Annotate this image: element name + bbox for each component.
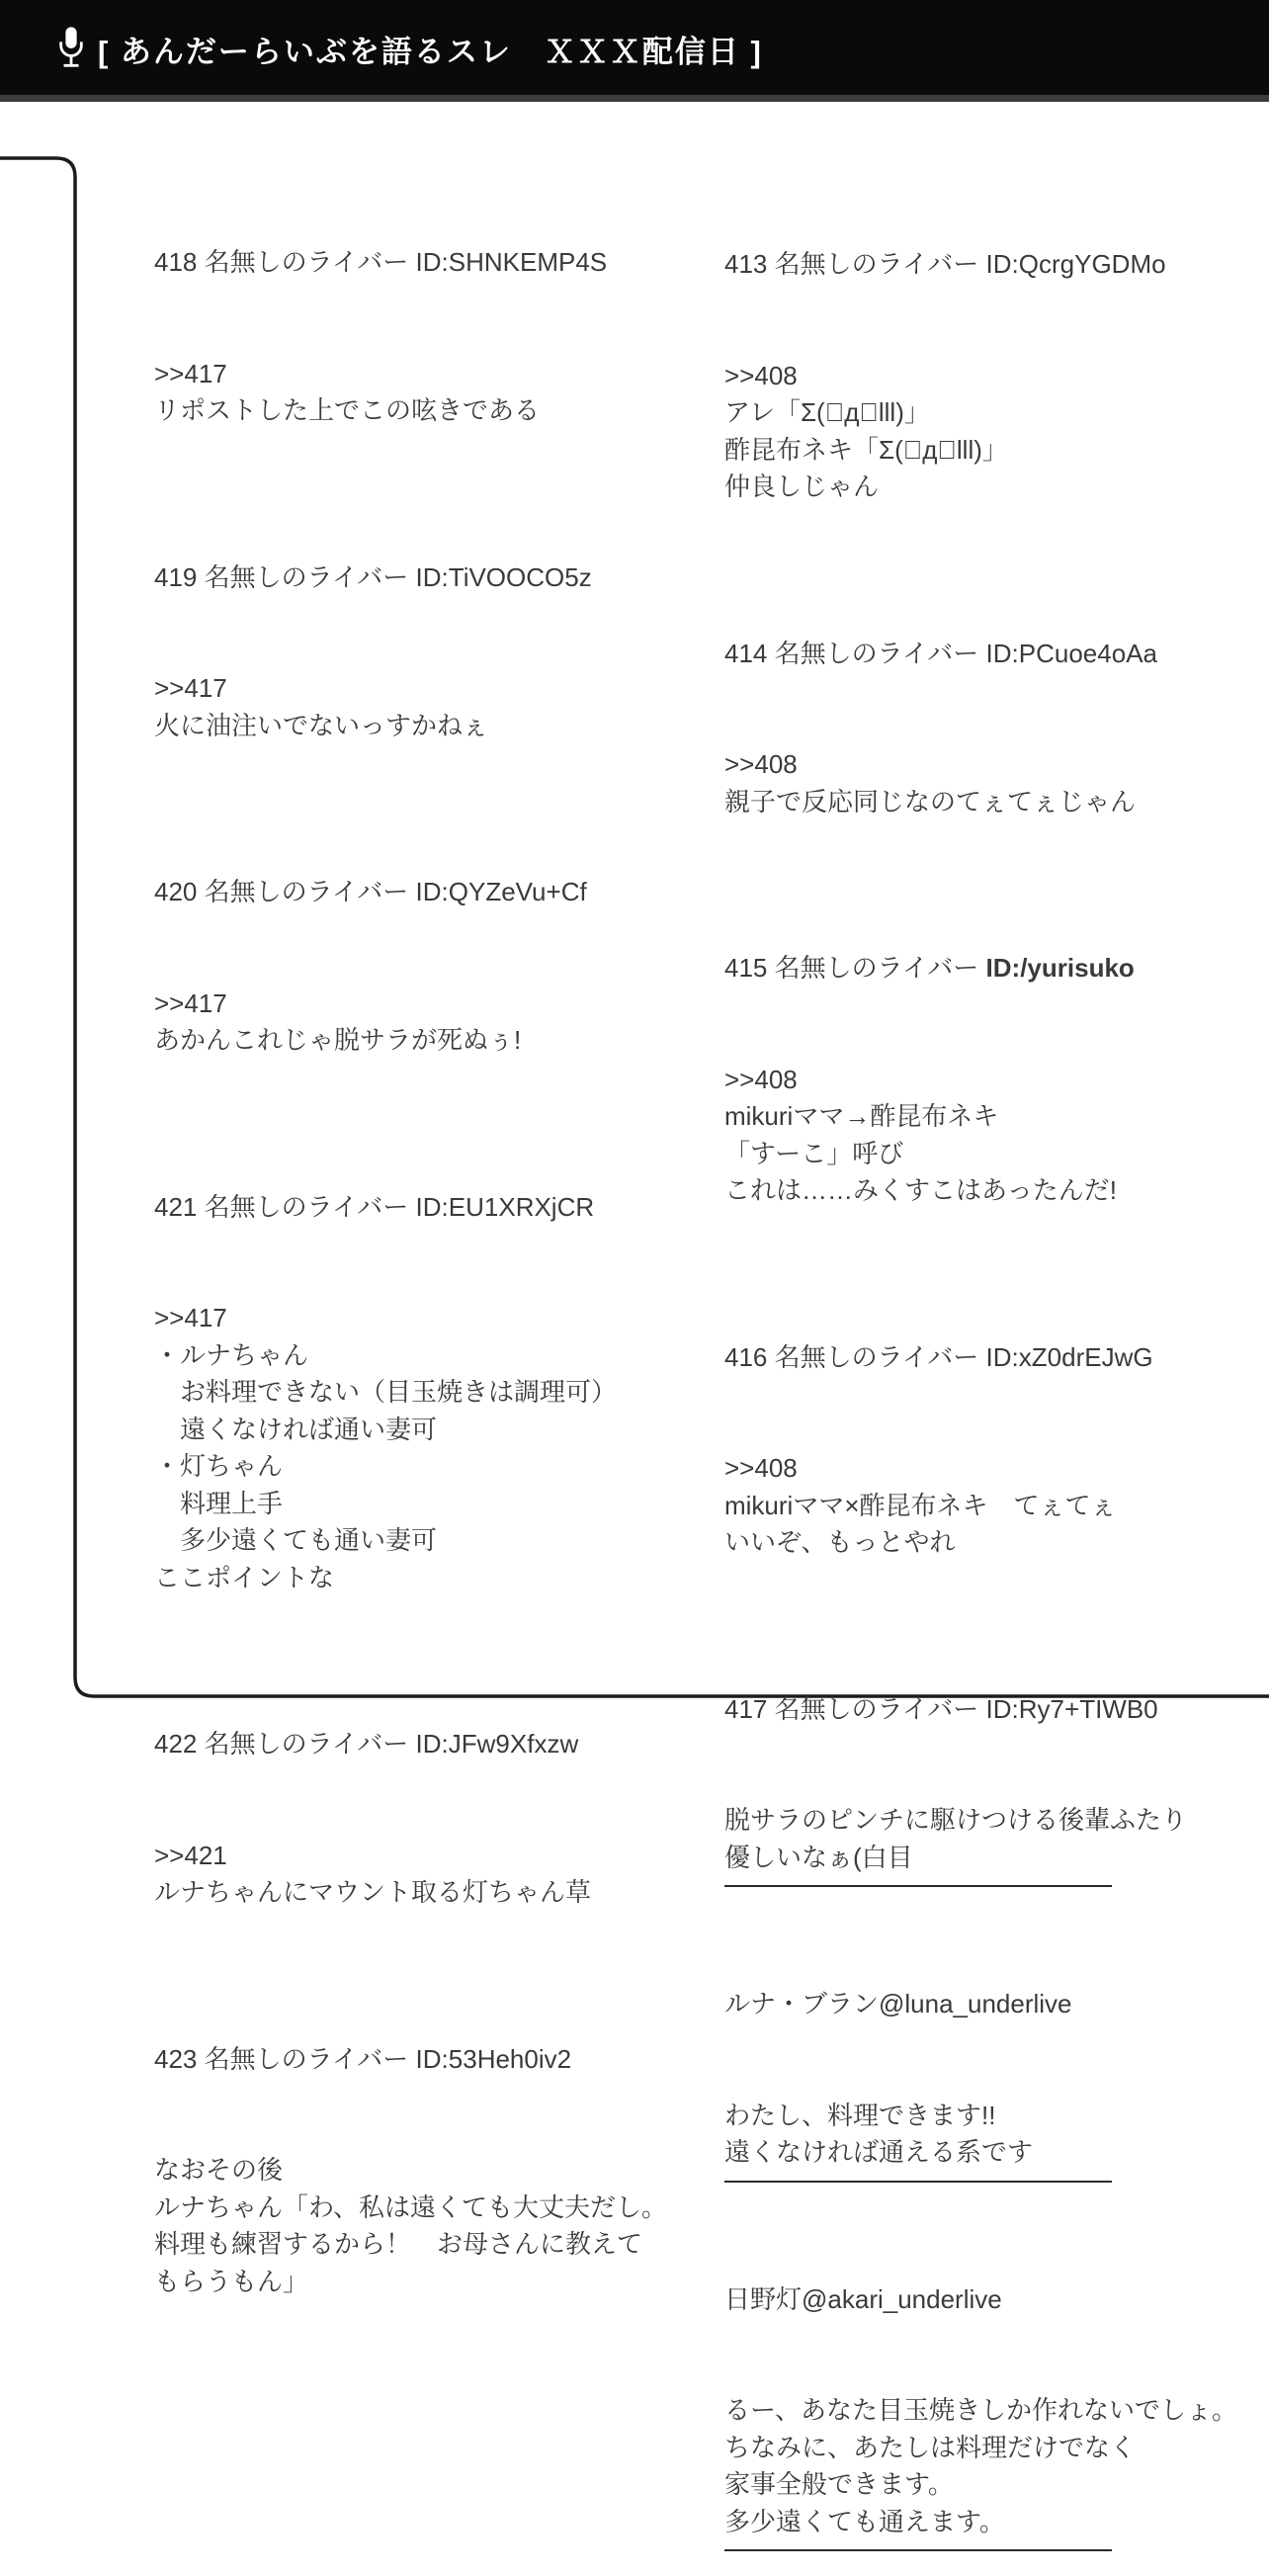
post-number: 422 — [154, 1729, 205, 1759]
post — [154, 1115, 629, 1597]
post-header — [154, 1189, 629, 1227]
post-author-name: 名無しのライバー — [774, 1341, 986, 1372]
reply-anchor[interactable]: >>408 — [724, 360, 798, 390]
post-id: ID:SHNKEMP4S — [415, 247, 608, 277]
post-line: 料理も練習するから！ お母さんに教えて — [154, 2229, 643, 2259]
post — [154, 800, 629, 1060]
post-line: リポストした上でこの呟きである — [154, 395, 541, 425]
post-line: 酢昆布ネキ「Σ(゚д゚lll)」 — [724, 434, 1008, 465]
post — [724, 876, 1199, 1210]
post-header — [724, 1339, 1199, 1377]
post-header — [154, 2041, 629, 2079]
post-header — [154, 1726, 629, 1763]
post-author-name: 名無しのライバー — [204, 561, 416, 592]
post-id: ID:JFw9Xfxzw — [415, 1729, 579, 1759]
post-line: これは……みくすこはあったんだ! — [724, 1175, 1117, 1205]
reply-anchor[interactable]: >>417 — [154, 673, 227, 703]
post-line: 家事全般できます。 — [724, 2469, 954, 2499]
tweet-author-handle: ルナ・ブラン@luna_underlive — [724, 1989, 1072, 2018]
separator-line — [724, 2549, 1112, 2551]
post-number: 419 — [154, 561, 205, 592]
post-header — [154, 244, 629, 282]
post-line: なおその後 — [154, 2155, 284, 2185]
post-line: 遠くなければ通える系です — [724, 2137, 1034, 2167]
post-id: ID:TiVOOCO5z — [415, 561, 592, 592]
post-number: 415 — [724, 953, 775, 983]
post-line: あかんこれじゃ脱サラが死ぬぅ! — [154, 1025, 522, 1055]
post-line: 多少遠くても通い妻可 — [154, 1525, 438, 1555]
post-line: 脱サラのピンチに駆けつける後輩ふたり — [724, 1805, 1188, 1835]
post-id: ID:PCuoe4oAa — [985, 638, 1157, 668]
post-header — [724, 636, 1199, 673]
post-id: ID:53Heh0iv2 — [415, 2043, 572, 2074]
post-id: ID:xZ0drEJwG — [985, 1341, 1153, 1372]
microphone-icon — [56, 24, 86, 71]
post-id: ID:EU1XRXjCR — [415, 1191, 595, 1222]
tweet-author-handle: 日野灯@akari_underlive — [724, 2283, 1002, 2314]
post-line: わたし、料理できます!! — [724, 2100, 996, 2130]
post-line: ルナちゃんにマウント取る灯ちゃん草 — [154, 1877, 592, 1907]
post-number: 420 — [154, 877, 205, 906]
thread-header — [0, 0, 1269, 102]
post-line: 優しいなぁ(白目 — [724, 1842, 913, 1872]
post-line: ・灯ちゃん — [154, 1451, 284, 1481]
post-author-name: 名無しのライバー — [774, 1693, 986, 1724]
post-author-name: 名無しのライバー — [204, 2043, 416, 2074]
post-line: アレ「Σ(゚д゚lll)」 — [724, 397, 930, 427]
thread-column-right — [724, 172, 1237, 2576]
post-line: 仲良しじゃん — [724, 472, 880, 501]
post-author-name: 名無しのライバー — [204, 1729, 416, 1759]
post-line: ここポイントな — [154, 1562, 335, 1592]
post-author-name: 名無しのライバー — [204, 247, 416, 277]
post-number: 417 — [724, 1693, 775, 1724]
post-header — [724, 950, 1199, 987]
post-line: 多少遠くても通えます。 — [724, 2506, 1005, 2536]
post-line: いいぞ、もっとやれ — [724, 1527, 956, 1557]
post — [724, 561, 1199, 821]
post-line: ・ルナちゃん — [154, 1339, 309, 1370]
post-line: 火に油注いでないっすかねぇ — [154, 710, 489, 740]
post-line: もらうもん」 — [154, 2266, 309, 2296]
post-id: ID:QYZeVu+Cf — [415, 877, 587, 906]
post — [154, 1652, 629, 1912]
post-line: mikuriママ→酢昆布ネキ — [724, 1101, 999, 1131]
post — [724, 172, 1199, 506]
post-line: るー、あなた目玉焼きしか作れないでしょ。 — [724, 2395, 1237, 2425]
separator-line — [724, 1885, 1112, 1887]
post-author-name: 名無しのライバー — [774, 953, 986, 983]
post-id: ID:/yurisuko — [985, 953, 1135, 983]
post-line: 親子で反応同じなのてぇてぇじゃん — [724, 786, 1137, 816]
post-number: 418 — [154, 247, 205, 277]
thread-title: [ あんだーらいぶを語るスレ ＸＸＸ配信日 ] — [98, 34, 763, 69]
post-line: mikuriママ×酢昆布ネキ てぇてぇ — [724, 1490, 1117, 1520]
post-author-name: 名無しのライバー — [204, 1191, 416, 1222]
post-author-name: 名無しのライバー — [774, 638, 986, 668]
post — [154, 1967, 667, 2301]
post-header — [154, 559, 629, 597]
post-number: 414 — [724, 638, 775, 668]
reply-anchor[interactable]: >>417 — [154, 987, 227, 1018]
post-line: お料理できない（目玉焼きは調理可） — [154, 1377, 618, 1407]
post — [154, 485, 629, 745]
reply-anchor[interactable]: >>408 — [724, 1453, 798, 1483]
post-author-name: 名無しのライバー — [204, 877, 416, 906]
reply-anchor[interactable]: >>417 — [154, 1303, 227, 1332]
post-line: ちなみに、あたしは料理だけでなく — [724, 2432, 1137, 2462]
thread-column-left — [154, 170, 667, 2356]
post-line: ルナちゃん「わ、私は遠くても大丈夫だし。 — [154, 2191, 667, 2222]
post — [724, 1265, 1199, 1562]
post — [154, 170, 629, 430]
separator-line — [724, 2181, 1112, 2183]
post-line: 遠くなければ通い妻可 — [154, 1414, 438, 1444]
post-id: ID:Ry7+TIWB0 — [985, 1693, 1158, 1724]
post-header — [154, 874, 629, 911]
reply-anchor[interactable]: >>421 — [154, 1840, 227, 1870]
tweet-post — [724, 2207, 1237, 2541]
post-number: 421 — [154, 1191, 205, 1222]
post-header — [724, 1691, 1199, 1729]
post-number: 416 — [724, 1341, 775, 1372]
tweet-post — [724, 1912, 1199, 2172]
reply-anchor[interactable]: >>408 — [724, 749, 798, 779]
reply-anchor[interactable]: >>417 — [154, 358, 227, 388]
post-id: ID:QcrgYGDMo — [985, 249, 1166, 279]
post — [724, 1617, 1199, 1877]
post-line: 「すーこ」呼び — [724, 1138, 904, 1168]
post-line: 料理上手 — [154, 1488, 284, 1518]
post-header — [724, 246, 1199, 284]
reply-anchor[interactable]: >>408 — [724, 1064, 798, 1094]
post-number: 423 — [154, 2043, 205, 2074]
post-author-name: 名無しのライバー — [774, 249, 986, 279]
post-number: 413 — [724, 249, 775, 279]
